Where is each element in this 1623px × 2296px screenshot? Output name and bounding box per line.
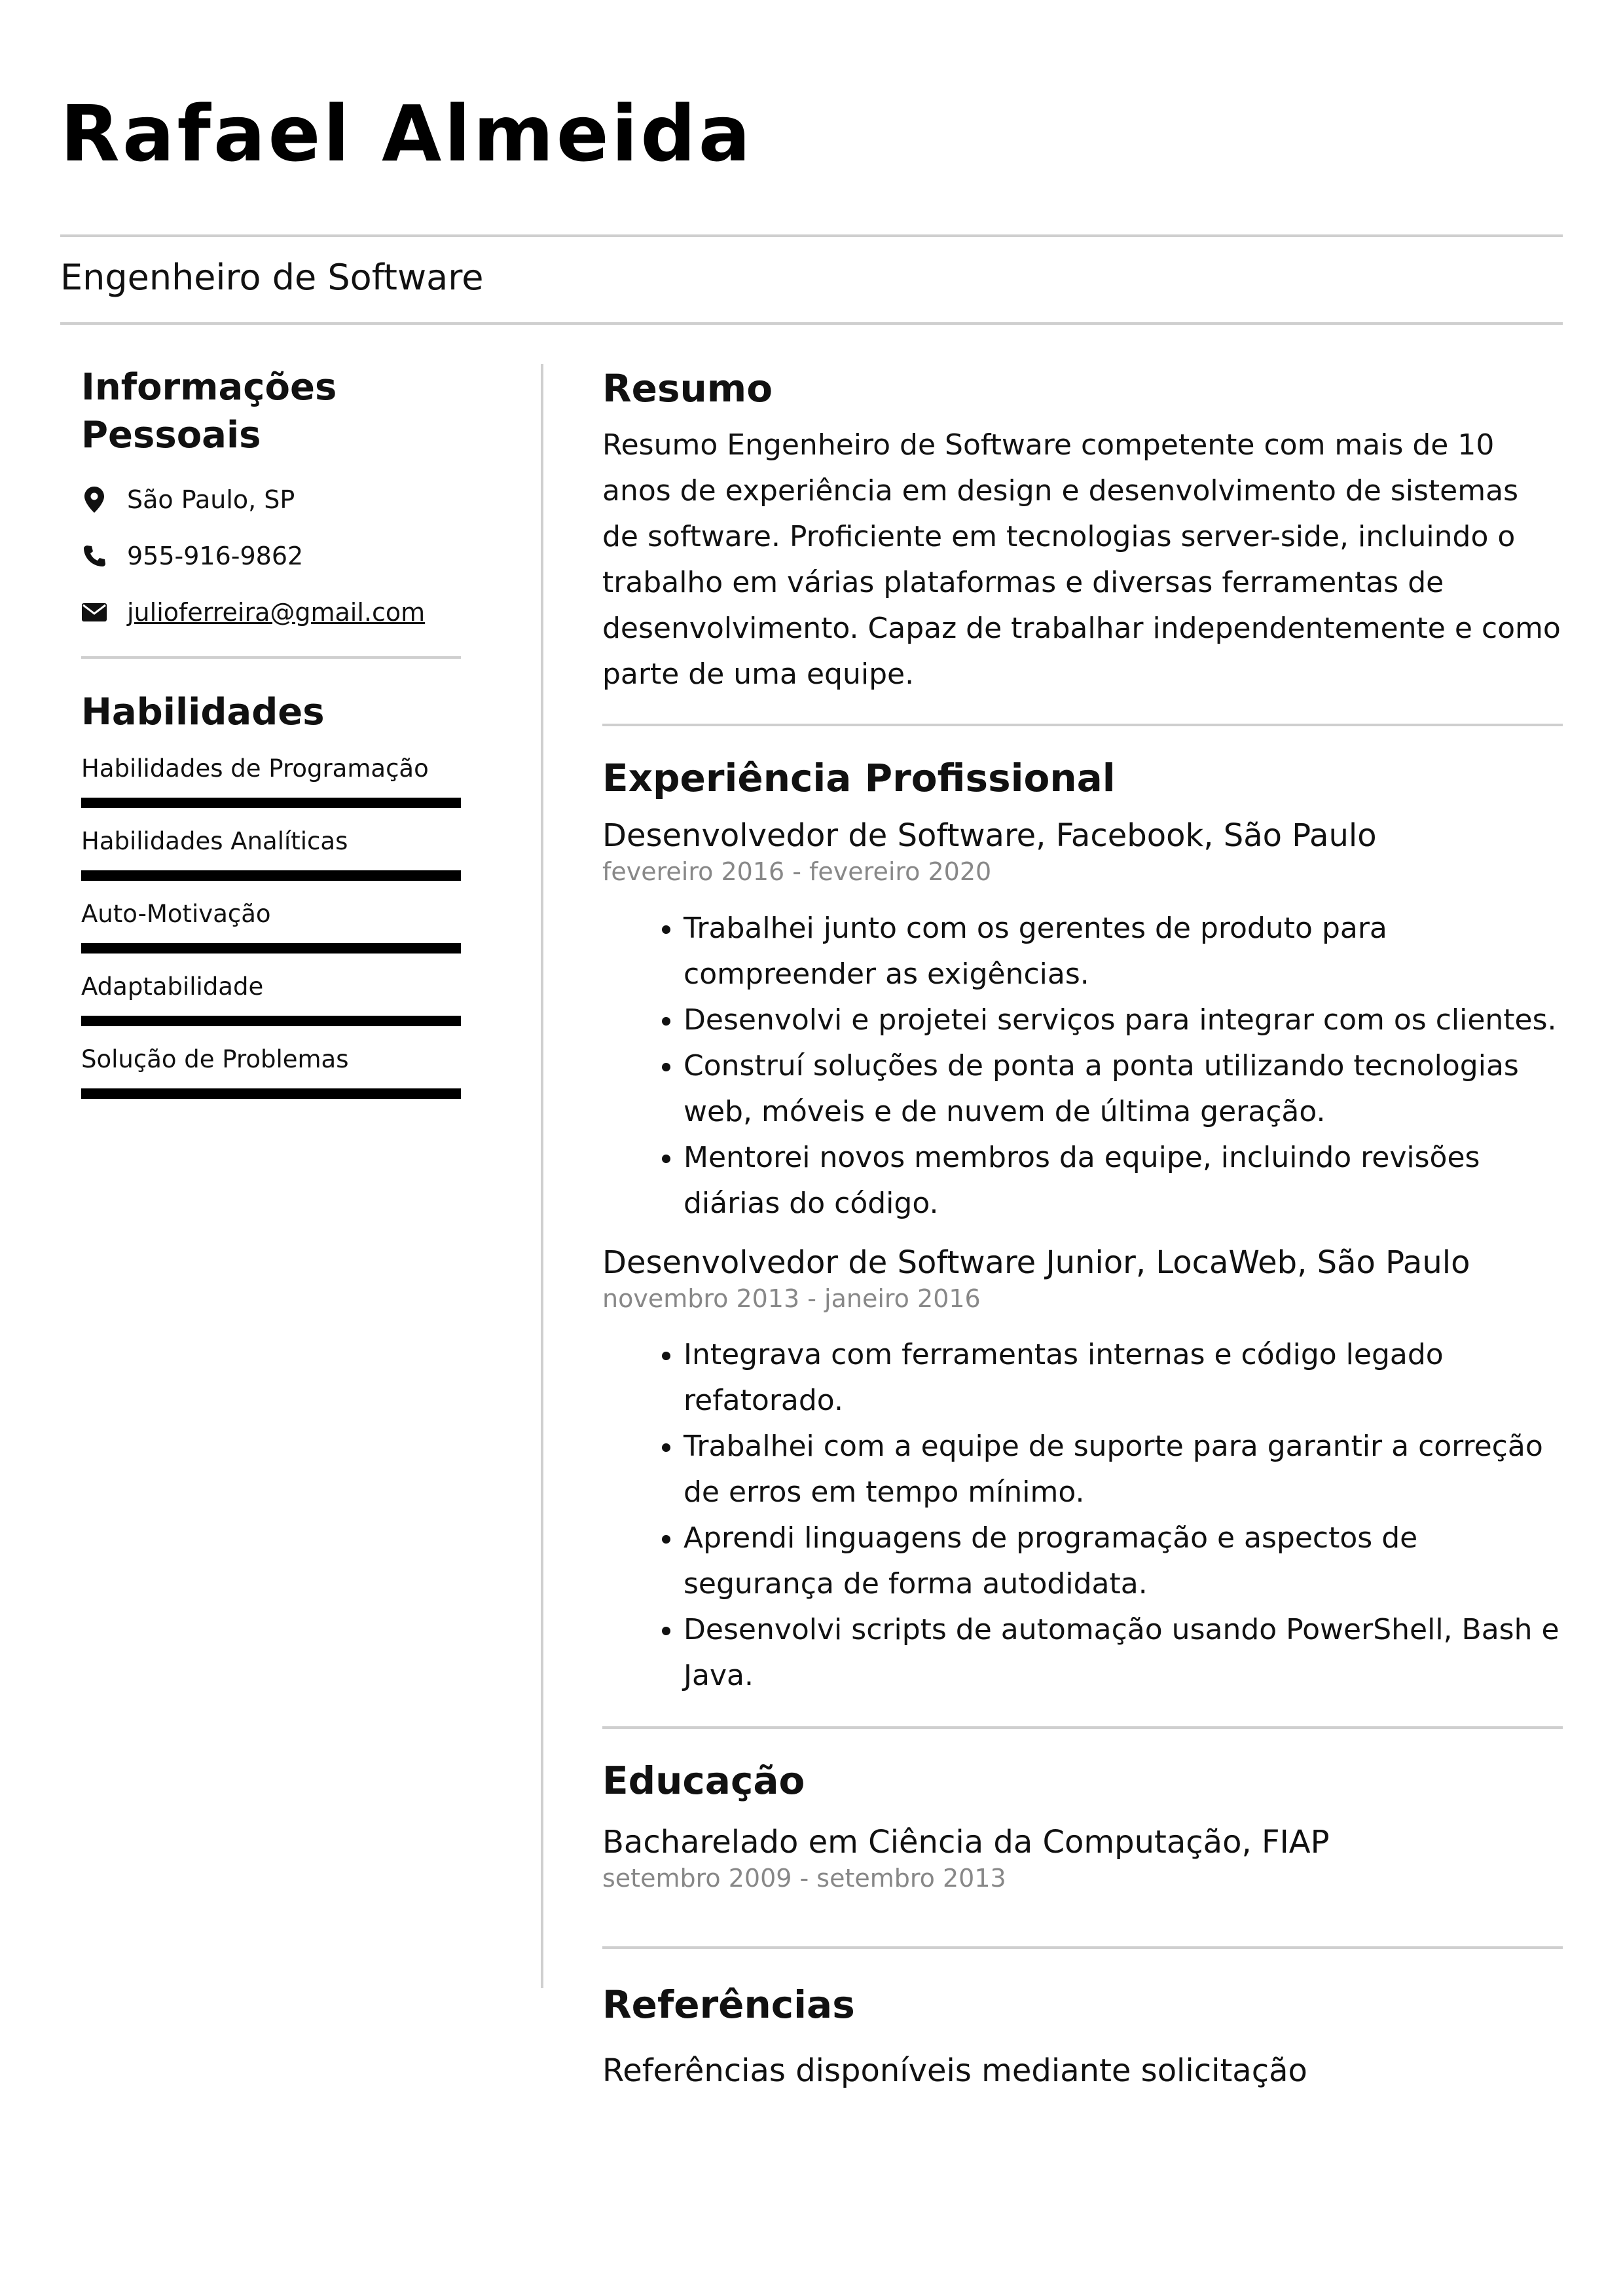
skill-level-bar: [81, 870, 461, 881]
job-bullet: • Aprendi linguagens de programação e aspectos de segurança de forma autodidata.: [684, 1515, 1563, 1607]
summary-text: Resumo Engenheiro de Software competente com mais de 10 anos de experiência em design e desenvolvimento de sistemas de software. Proficiente em tecnologias server-side, incluindo o trabalho em várias plataformas e diversas ferramentas de desenvolvimento. Capaz de trabalhar independentemente e como parte de uma equipe.: [602, 428, 1561, 692]
contact-list: [81, 472, 461, 640]
skill-label: Solução de Problemas: [81, 1045, 349, 1074]
job-bullet: • Mentorei novos membros da equipe, incluindo revisões diárias do código.: [684, 1135, 1563, 1227]
skills-heading: Habilidades: [81, 690, 325, 733]
contact-email: [81, 584, 461, 640]
summary-heading: Resumo: [602, 366, 773, 411]
header-divider-top: [60, 234, 1563, 237]
skill-level-bar: [81, 798, 461, 808]
experience-section: [602, 754, 1563, 1699]
job-bullet: • Trabalhei junto com os gerentes de produto para compreender as exigências.: [684, 906, 1563, 997]
skill-label: Habilidades Analíticas: [81, 827, 348, 856]
degree-title: Bacharelado em Ciência da Computação, FIAP: [602, 1823, 1330, 1861]
skill-item: [81, 821, 461, 893]
skill-level-fill: [81, 1088, 461, 1099]
job-bullet: • Desenvolvi scripts de automação usando PowerShell, Bash e Java.: [684, 1607, 1563, 1699]
candidate-title: Engenheiro de Software: [60, 257, 484, 298]
personal-info-heading: Informações Pessoais: [81, 366, 337, 456]
job-dates: fevereiro 2016 - fevereiro 2020: [602, 857, 992, 887]
main-content: [602, 364, 1563, 2091]
skill-level-bar: [81, 1016, 461, 1026]
job-entry: [602, 815, 1563, 1227]
skill-level-fill: [81, 943, 461, 954]
skill-label: Auto-Motivação: [81, 900, 271, 929]
experience-heading: Experiência Profissional: [602, 756, 1116, 801]
sidebar-divider: [81, 656, 461, 659]
phone-text: 955-916-9862: [127, 541, 304, 570]
contact-location: [81, 472, 461, 528]
references-text: Referências disponíveis mediante solicitação: [602, 2052, 1307, 2089]
skill-level-fill: [81, 870, 461, 881]
skill-label: Habilidades de Programação: [81, 754, 429, 783]
section-divider: [602, 724, 1563, 726]
degree-dates: setembro 2009 - setembro 2013: [602, 1864, 1006, 1893]
contact-phone: [81, 528, 461, 584]
skill-item: [81, 893, 461, 966]
candidate-name: Rafael Almeida: [60, 88, 754, 179]
skill-item: [81, 1039, 461, 1111]
job-dates: novembro 2013 - janeiro 2016: [602, 1284, 981, 1313]
skill-level-fill: [81, 798, 461, 808]
job-bullets: [602, 1332, 1563, 1699]
column-divider: [541, 364, 543, 1988]
skill-level-fill: [81, 1016, 461, 1026]
sidebar: [81, 364, 461, 1111]
job-title: Desenvolvedor de Software, Facebook, São Paulo: [602, 817, 1377, 854]
skills-list: [81, 748, 461, 1111]
phone-icon: [81, 543, 107, 569]
header-divider-bottom: [60, 322, 1563, 325]
references-section: [602, 1980, 1563, 2092]
job-title: Desenvolvedor de Software Junior, LocaWeb, São Paulo: [602, 1244, 1470, 1281]
job-entry: [602, 1242, 1563, 1699]
section-divider: [602, 1946, 1563, 1949]
skill-level-bar: [81, 1088, 461, 1099]
email-link[interactable]: julioferreira@gmail.com: [127, 597, 426, 627]
references-heading: Referências: [602, 1982, 855, 2027]
envelope-icon: [81, 599, 107, 625]
job-bullet: • Integrava com ferramentas internas e código legado refatorado.: [684, 1332, 1563, 1424]
job-bullets: [602, 906, 1563, 1227]
education-section: [602, 1756, 1563, 1895]
job-bullet: • Desenvolvi e projetei serviços para integrar com os clientes.: [684, 997, 1563, 1043]
skill-item: [81, 966, 461, 1039]
skill-level-bar: [81, 943, 461, 954]
summary-section: [602, 364, 1563, 697]
location-pin-icon: [81, 487, 107, 513]
location-text: São Paulo, SP: [127, 485, 295, 514]
skill-item: [81, 748, 461, 821]
skill-label: Adaptabilidade: [81, 972, 264, 1001]
job-bullet: • Construí soluções de ponta a ponta utilizando tecnologias web, móveis e de nuvem de última geração.: [684, 1043, 1563, 1135]
education-heading: Educação: [602, 1758, 805, 1804]
section-divider: [602, 1726, 1563, 1729]
job-bullet: • Trabalhei com a equipe de suporte para garantir a correção de erros em tempo mínimo.: [684, 1424, 1563, 1515]
